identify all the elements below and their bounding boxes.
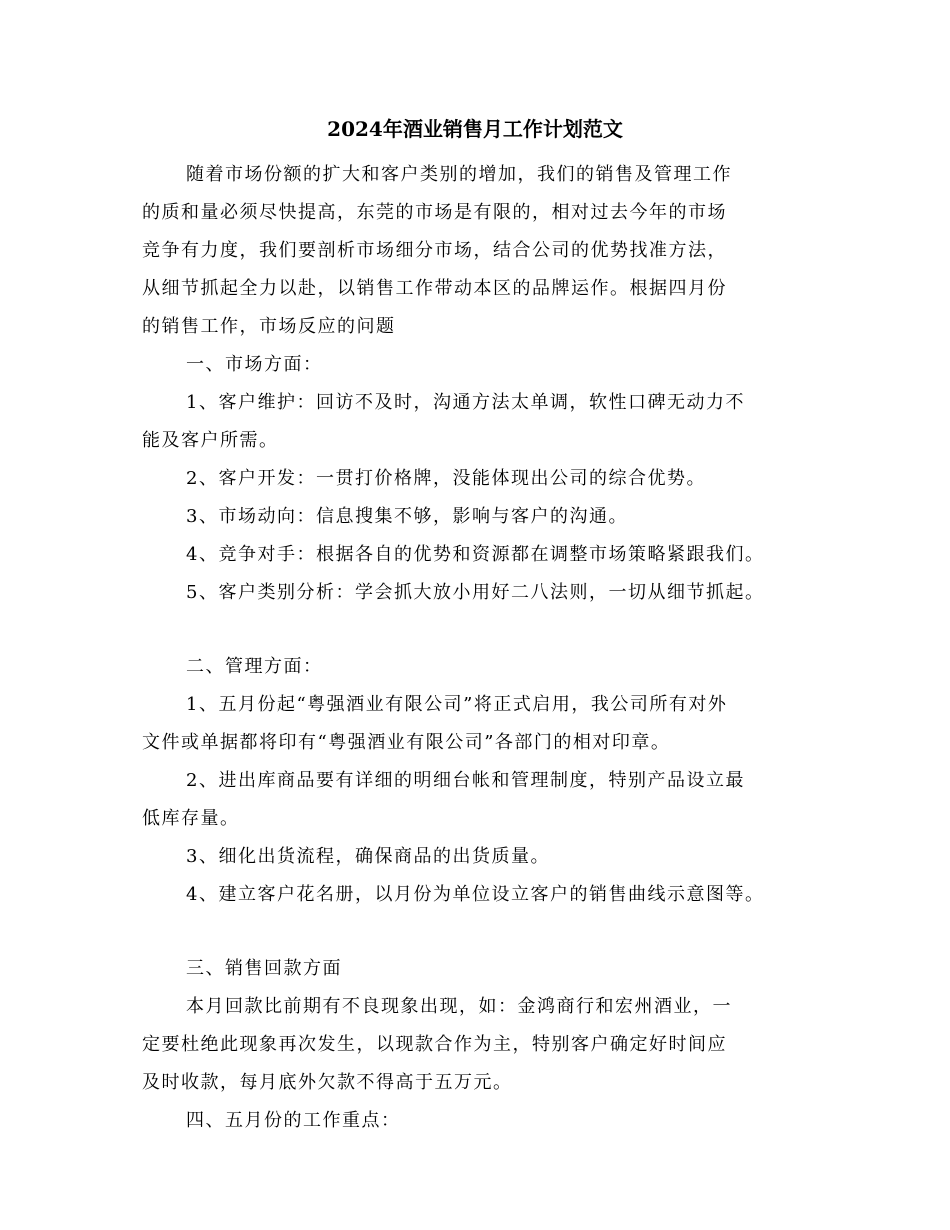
section-heading-text: 三、销售回款方面: [186, 958, 342, 979]
item-line: 1、客户维护：回访不及时，沟通方法太单调，软性口碑无动力不: [186, 392, 745, 413]
intro-line: 竞争有力度，我们要剖析市场细分市场，结合公司的优势找准方法，: [142, 240, 727, 261]
management-item-2: [142, 762, 832, 838]
item-line: 3、细化出货流程，确保商品的出货质量。: [186, 846, 550, 867]
item-line: 3、市场动向：信息搜集不够，影响与客户的沟通。: [186, 506, 628, 527]
market-item-1: [142, 384, 832, 460]
payment-paragraph: [142, 988, 832, 1102]
market-item-5: [142, 574, 832, 612]
management-item-3: [142, 838, 832, 876]
section-heading-text: 一、市场方面：: [186, 354, 323, 375]
management-item-1: [142, 686, 832, 762]
item-line: 2、客户开发：一贯打价格牌，没能体现出公司的综合优势。: [186, 468, 706, 489]
item-line: 5、客户类别分析：学会抓大放小用好二八法则，一切从细节抓起。: [186, 582, 765, 603]
item-line: 4、竞争对手：根据各自的优势和资源都在调整市场策略紧跟我们。: [186, 544, 765, 565]
intro-line: 的销售工作，市场反应的问题: [142, 316, 396, 337]
management-item-4: [142, 876, 832, 914]
intro-line: 从细节抓起全力以赴，以销售工作带动本区的品牌运作。根据四月份: [142, 278, 727, 299]
intro-line: 的质和量必须尽快提高，东莞的市场是有限的，相对过去今年的市场: [142, 202, 727, 223]
item-line: 4、建立客户花名册，以月份为单位设立客户的销售曲线示意图等。: [186, 884, 765, 905]
document-title: 2024年酒业销售月工作计划范文: [327, 117, 623, 141]
payment-line: 定要杜绝此现象再次发生，以现款合作为主，特别客户确定好时间应: [142, 1034, 727, 1055]
section-heading-text: 四、五月份的工作重点：: [186, 1110, 401, 1131]
item-line: 文件或单据都将印有“粤强酒业有限公司”各部门的相对印章。: [142, 732, 671, 753]
section-payment-heading: [142, 950, 832, 988]
section-spacer: [142, 612, 832, 648]
market-item-3: [142, 498, 832, 536]
section-management-heading: [142, 648, 832, 686]
intro-line: 随着市场份额的扩大和客户类别的增加，我们的销售及管理工作: [186, 164, 732, 185]
item-line: 2、进出库商品要有详细的明细台帐和管理制度，特别产品设立最: [186, 770, 745, 791]
section-spacer: [142, 914, 832, 950]
item-line: 能及客户所需。: [142, 430, 279, 451]
section-heading-text: 二、管理方面：: [186, 656, 323, 677]
document-body: [142, 156, 832, 1140]
market-item-2: [142, 460, 832, 498]
intro-paragraph: [142, 156, 832, 346]
item-line: 1、五月份起“粤强酒业有限公司”将正式启用，我公司所有对外: [186, 694, 728, 715]
payment-line: 本月回款比前期有不良现象出现，如：金鸿商行和宏州酒业，一: [186, 996, 732, 1017]
section-market-heading: [142, 346, 832, 384]
item-line: 低库存量。: [142, 808, 240, 829]
payment-line: 及时收款，每月底外欠款不得高于五万元。: [142, 1072, 513, 1093]
section-may-focus-heading: [142, 1102, 832, 1140]
market-item-4: [142, 536, 832, 574]
